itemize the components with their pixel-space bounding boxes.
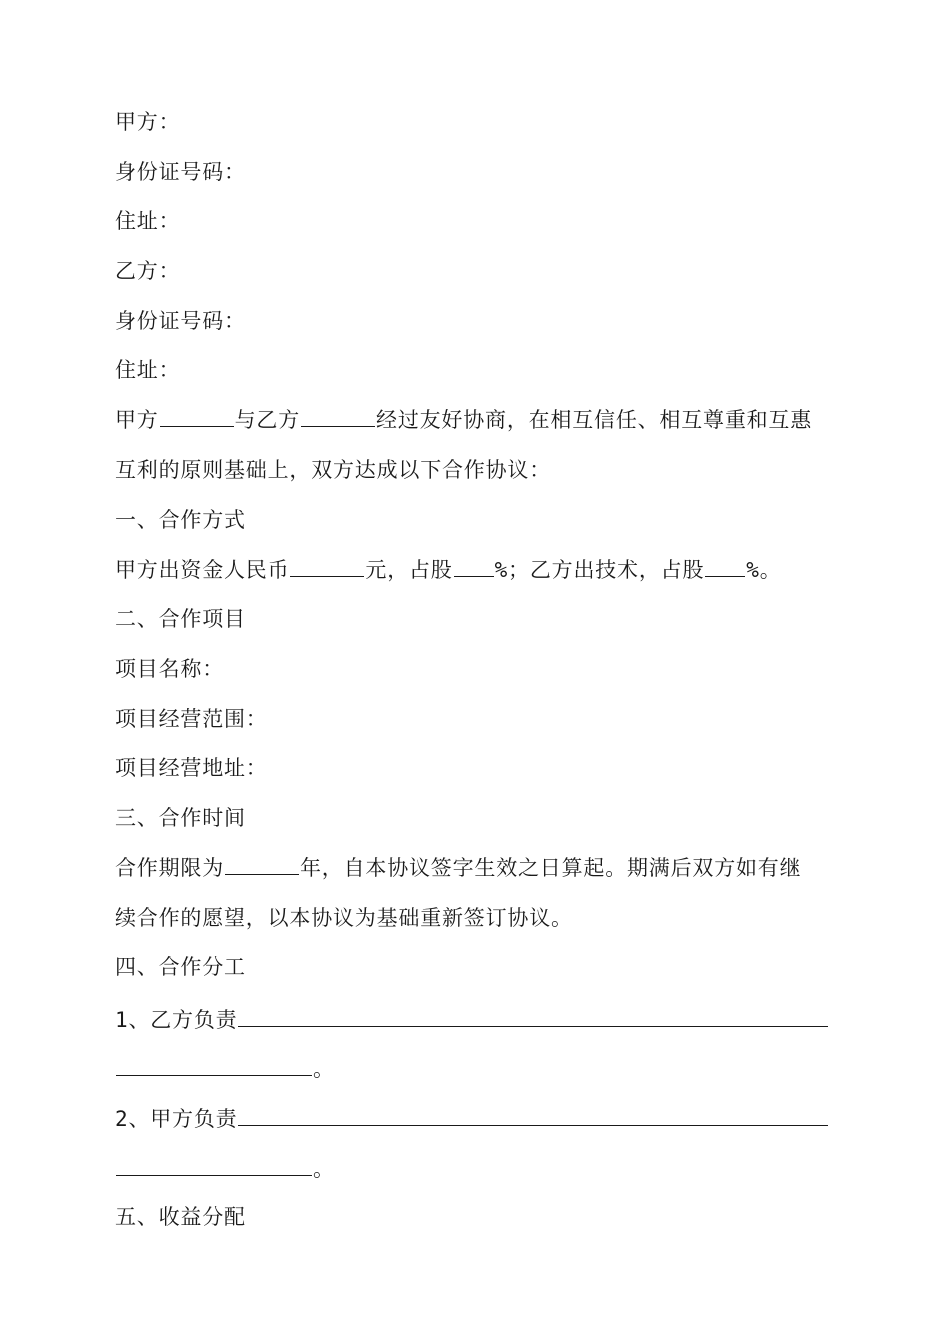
party-b-label: 乙方： <box>115 259 181 283</box>
investment-text-2: 元，占股 <box>365 558 453 582</box>
duty-item-1-end: 。 <box>313 1057 335 1081</box>
party-a-address-label: 住址： <box>115 209 181 233</box>
party-a-id-label: 身份证号码： <box>115 160 246 184</box>
section-1-body <box>115 556 845 584</box>
duty-item-2 <box>115 1105 845 1133</box>
section-5-heading <box>115 1203 845 1231</box>
party-b-share-blank <box>705 556 745 577</box>
section-1-title: 一、合作方式 <box>115 508 246 532</box>
intro-text-2: 与乙方 <box>234 408 301 432</box>
party-b-line <box>115 257 845 285</box>
party-a-share-blank <box>454 556 494 577</box>
section-3-body-1 <box>115 854 845 882</box>
party-b-address-line <box>115 356 845 384</box>
investment-text-3: %；乙方出技术，占股 <box>494 558 705 582</box>
duty-item-1-label: 1、乙方负责 <box>115 1008 238 1032</box>
investment-text-1: 甲方出资金人民币 <box>115 558 290 582</box>
party-a-label: 甲方： <box>115 110 181 134</box>
term-text-3: 续合作的愿望，以本协议为基础重新签订协议。 <box>115 906 573 930</box>
duty-item-1-blank-cont <box>116 1055 312 1076</box>
project-address-line <box>115 754 845 782</box>
section-5-title: 五、收益分配 <box>115 1205 246 1229</box>
intro-line-2 <box>115 456 845 484</box>
term-years-blank <box>225 854 299 875</box>
term-text-2: 年，自本协议签字生效之日算起。期满后双方如有继 <box>300 856 802 880</box>
section-3-heading <box>115 804 845 832</box>
party-a-line <box>115 108 845 136</box>
section-3-title: 三、合作时间 <box>115 806 246 830</box>
investment-amount-blank <box>290 556 364 577</box>
party-a-name-blank <box>160 406 234 427</box>
duty-item-2-cont <box>115 1155 845 1183</box>
party-b-address-label: 住址： <box>115 358 181 382</box>
term-text-1: 合作期限为 <box>115 856 224 880</box>
party-b-name-blank <box>301 406 375 427</box>
duty-item-1-blank <box>238 1006 828 1027</box>
intro-text-1: 甲方 <box>115 408 159 432</box>
section-2-title: 二、合作项目 <box>115 607 246 631</box>
duty-item-2-blank <box>238 1105 828 1126</box>
duty-item-2-label: 2、甲方负责 <box>115 1107 238 1131</box>
duty-item-1 <box>115 1006 845 1034</box>
section-3-body-2 <box>115 904 845 932</box>
section-4-heading <box>115 953 845 981</box>
duty-item-2-blank-cont <box>116 1155 312 1176</box>
project-scope-label: 项目经营范围： <box>115 707 268 731</box>
section-2-heading <box>115 605 845 633</box>
duty-item-1-cont <box>115 1055 845 1083</box>
intro-line-1 <box>115 406 845 434</box>
party-b-id-line <box>115 307 845 335</box>
party-a-id-line <box>115 158 845 186</box>
project-scope-line <box>115 705 845 733</box>
investment-text-4: %。 <box>746 558 782 582</box>
party-b-id-label: 身份证号码： <box>115 309 246 333</box>
project-name-line <box>115 655 845 683</box>
duty-item-2-end: 。 <box>313 1157 335 1181</box>
intro-text-3: 经过友好协商，在相互信任、相互尊重和互惠 <box>376 408 813 432</box>
party-a-address-line <box>115 207 845 235</box>
project-name-label: 项目名称： <box>115 657 224 681</box>
project-address-label: 项目经营地址： <box>115 756 268 780</box>
section-4-title: 四、合作分工 <box>115 955 246 979</box>
intro-text-4: 互利的原则基础上，双方达成以下合作协议： <box>115 458 551 482</box>
section-1-heading <box>115 506 845 534</box>
